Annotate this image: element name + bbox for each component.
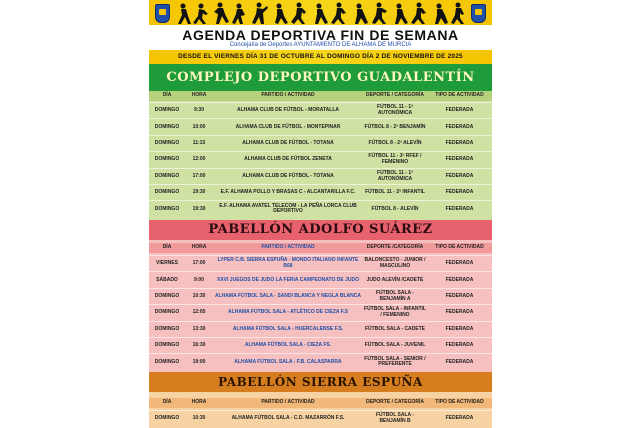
poster-subtitle: Concejalía de Deportes AYUNTAMIENTO DE ALHAMA DE MURCIA [229,42,412,48]
row-hour: 10:00 [192,123,206,130]
row-type: FEDERADA [445,292,474,299]
row-hour: 16:30 [192,342,206,349]
table-row [149,271,492,288]
row-hour: 9:00 [193,276,204,283]
sports-agenda-poster [149,0,492,428]
row-category: FÚTBOL 11 - 1ª AUTONÓMICA [377,104,413,116]
row-day: DOMINGO [154,139,180,146]
row-day: DOMINGO [154,415,180,422]
table-row [149,168,492,185]
row-day: DOMINGO [154,358,180,365]
row-type: FEDERADA [445,139,474,146]
row-type: FEDERADA [445,325,474,332]
header-hour: HORA [191,244,207,250]
table-row [149,151,492,168]
row-match: E.F. ALHAMA POLLO Y BRASAS C - ALCANTARILLA F.C. [220,189,356,196]
row-category: FÚTBOL SALA - INFANTIL / FEMENINO [364,306,426,319]
row-match: E.F. ALHAMA AVATEL TELECOM - LA PEÑA LORCA CLUB DEPORTIVO [219,202,357,215]
section-title-sierra-espuna: PABELLÓN SIERRA ESPUÑA [149,372,492,392]
row-category: FÚTBOL SALA - BENJAMÍN B [375,412,415,424]
row-match: ALHAMA CLUB DE FÚTBOL - MONTEPINAR [235,123,341,130]
row-type: FEDERADA [445,123,474,130]
row-match: XXVI JUEGOS DE JUDO LA FERIA CAMPEONATO DE JUDO [217,276,359,283]
row-day: DOMINGO [154,172,180,179]
row-day: DOMINGO [154,292,180,299]
row-type: FEDERADA [445,342,474,349]
header-day: DÍA [162,244,172,250]
row-hour: 19:30 [192,205,206,212]
table-row [149,102,492,119]
row-type: FEDERADA [445,260,474,267]
row-type: FEDERADA [445,172,474,179]
title-band [149,25,492,50]
row-category: BALONCESTO - JUNIOR / MASCULINO [364,257,426,269]
header-match: PARTIDO / ACTIVIDAD [261,399,315,405]
section-title-guadalentin: COMPLEJO DEPORTIVO GUADALENTÍN [149,64,492,91]
row-match: ALHAMA FÚTBOL SALA - C.D. MAZARRÓN F.S. [231,415,345,422]
row-day: DOMINGO [154,205,180,212]
table-row [149,353,492,370]
header-hour: HORA [191,399,207,405]
table-row [149,304,492,321]
row-match: ALHAMA CLUB DE FÚTBOL - MORATALLA [236,107,340,114]
row-hour: 17:00 [192,260,206,267]
table-row [149,184,492,201]
header-match: PARTIDO / ACTIVIDAD [261,244,315,250]
row-day: DOMINGO [154,156,180,163]
schedule-table-guadalentin [149,91,492,220]
row-hour: 19:00 [192,358,206,365]
row-category: FÚTBOL 11 - 2ª INFANTIL [365,189,425,196]
row-category: FÚTBOL 8 - ALEVÍN [371,205,419,212]
header-type: TIPO DE ACTIVIDAD [435,92,484,98]
table-row [149,135,492,152]
row-type: FEDERADA [445,415,474,422]
table-row [149,288,492,305]
row-hour: 11:15 [192,139,206,146]
row-day: DOMINGO [154,107,180,114]
header-category: DEPORTE / CATEGORÍA [366,399,424,405]
row-hour: 10:30 [192,292,206,299]
athlete-silhouettes-icon [175,2,466,26]
header-hour: HORA [191,92,207,98]
header-type: TIPO DE ACTIVIDAD [435,244,484,250]
row-match: ALHAMA FÚTBOL SALA - ATLÉTICO DE CIEZA F.S [228,309,348,316]
row-category: FÚTBOL 8 - 2ª ALEVÍN [368,139,422,146]
row-type: FEDERADA [445,358,474,365]
row-match: ALHAMA FÚTBOL SALA - F.B. CALASPARRA [234,358,342,365]
row-type: FEDERADA [445,189,474,196]
row-category: FÚTBOL SALA - BENJAMÍN A [375,290,415,302]
header-category: DEPORTE / CATEGORÍA [366,92,424,98]
row-type: FEDERADA [445,309,474,316]
row-match: ALHAMA FÚTBOL SALA - SANDI BLANCA Y NEGLA BLANCA [215,292,361,299]
table-header [149,243,492,253]
row-type: FEDERADA [445,156,474,163]
row-day: DOMINGO [154,309,180,316]
table-row [149,410,492,427]
table-header [149,398,492,408]
row-category: FÚTBOL SALA - CADETE [365,325,425,332]
row-hour: 12:00 [192,156,206,163]
row-category: FÚTBOL 11 - 3ª RFEF / FEMENINO [368,153,422,166]
row-day: DOMINGO [154,189,180,196]
row-category: FÚTBOL 8 - 2ª BENJAMÍN [364,123,426,130]
table-row [149,200,492,217]
table-row [149,255,492,272]
row-category: JUDO ALEVÍN /CADETE [366,276,424,283]
row-match: ALHAMA CLUB DE FÚTBOL - TOTANA [242,172,334,179]
row-category: FÚTBOL 11 - 1ª AUTONÓMICA [377,169,413,182]
row-day: VIERNES [156,260,178,267]
row-day: SÁBADO [156,276,178,283]
row-hour: 19:30 [192,189,206,196]
table-row [149,118,492,135]
section-title-adolfo-suarez: PABELLÓN ADOLFO SUÁREZ [149,220,492,240]
row-type: FEDERADA [445,107,474,114]
row-hour: 9:30 [193,107,204,114]
row-hour: 13:30 [192,325,206,332]
row-match: ALHAMA FÚTBOL SALA - CIEZA FS. [244,342,332,349]
row-day: DOMINGO [154,342,180,349]
row-match: LYPER C.B. SIERRA ESPUÑA - MONDO ITALIANO INFANTE B68 [217,257,359,269]
row-category: FÚTBOL SALA - JUVENIL [364,342,426,349]
schedule-table-adolfo-suarez [149,240,492,372]
row-type: FEDERADA [445,276,474,283]
date-range: DESDE EL VIERNES DÍA 31 DE OCTUBRE AL DOMINGO DÍA 2 DE NOVIEMBRE DE 2025 [178,53,463,60]
schedule-table-sierra-espuna [149,392,492,428]
header-day: DÍA [162,399,172,405]
row-match: ALHAMA CLUB DE FÚTBOL ZENETA [244,156,332,163]
table-row [149,321,492,338]
table-row [149,337,492,354]
row-day: DOMINGO [154,325,180,332]
row-day: DOMINGO [154,123,180,130]
row-category: FÚTBOL SALA - SENIOR / PREFERENTE [364,355,426,368]
row-hour: 10:30 [192,415,206,422]
header-category: DEPORTE /CATEGORÍA [366,244,424,250]
town-crest-left-icon [155,4,170,23]
row-type: FEDERADA [445,205,474,212]
header-day: DÍA [162,92,172,98]
header-type: TIPO DE ACTIVIDAD [435,399,484,405]
poster-header [149,0,492,64]
row-match: ALHAMA FÚTBOL SALA - HUERCALENSE F.S. [232,325,344,332]
row-match: ALHAMA CLUB DE FÚTBOL - TOTANA [242,139,334,146]
row-hour: 17:00 [192,172,206,179]
poster-title: AGENDA DEPORTIVA FIN DE SEMANA [182,27,459,43]
town-crest-right-icon [471,4,486,23]
table-header [149,91,492,101]
row-hour: 12:05 [192,309,206,316]
header-match: PARTIDO / ACTIVIDAD [261,92,315,98]
